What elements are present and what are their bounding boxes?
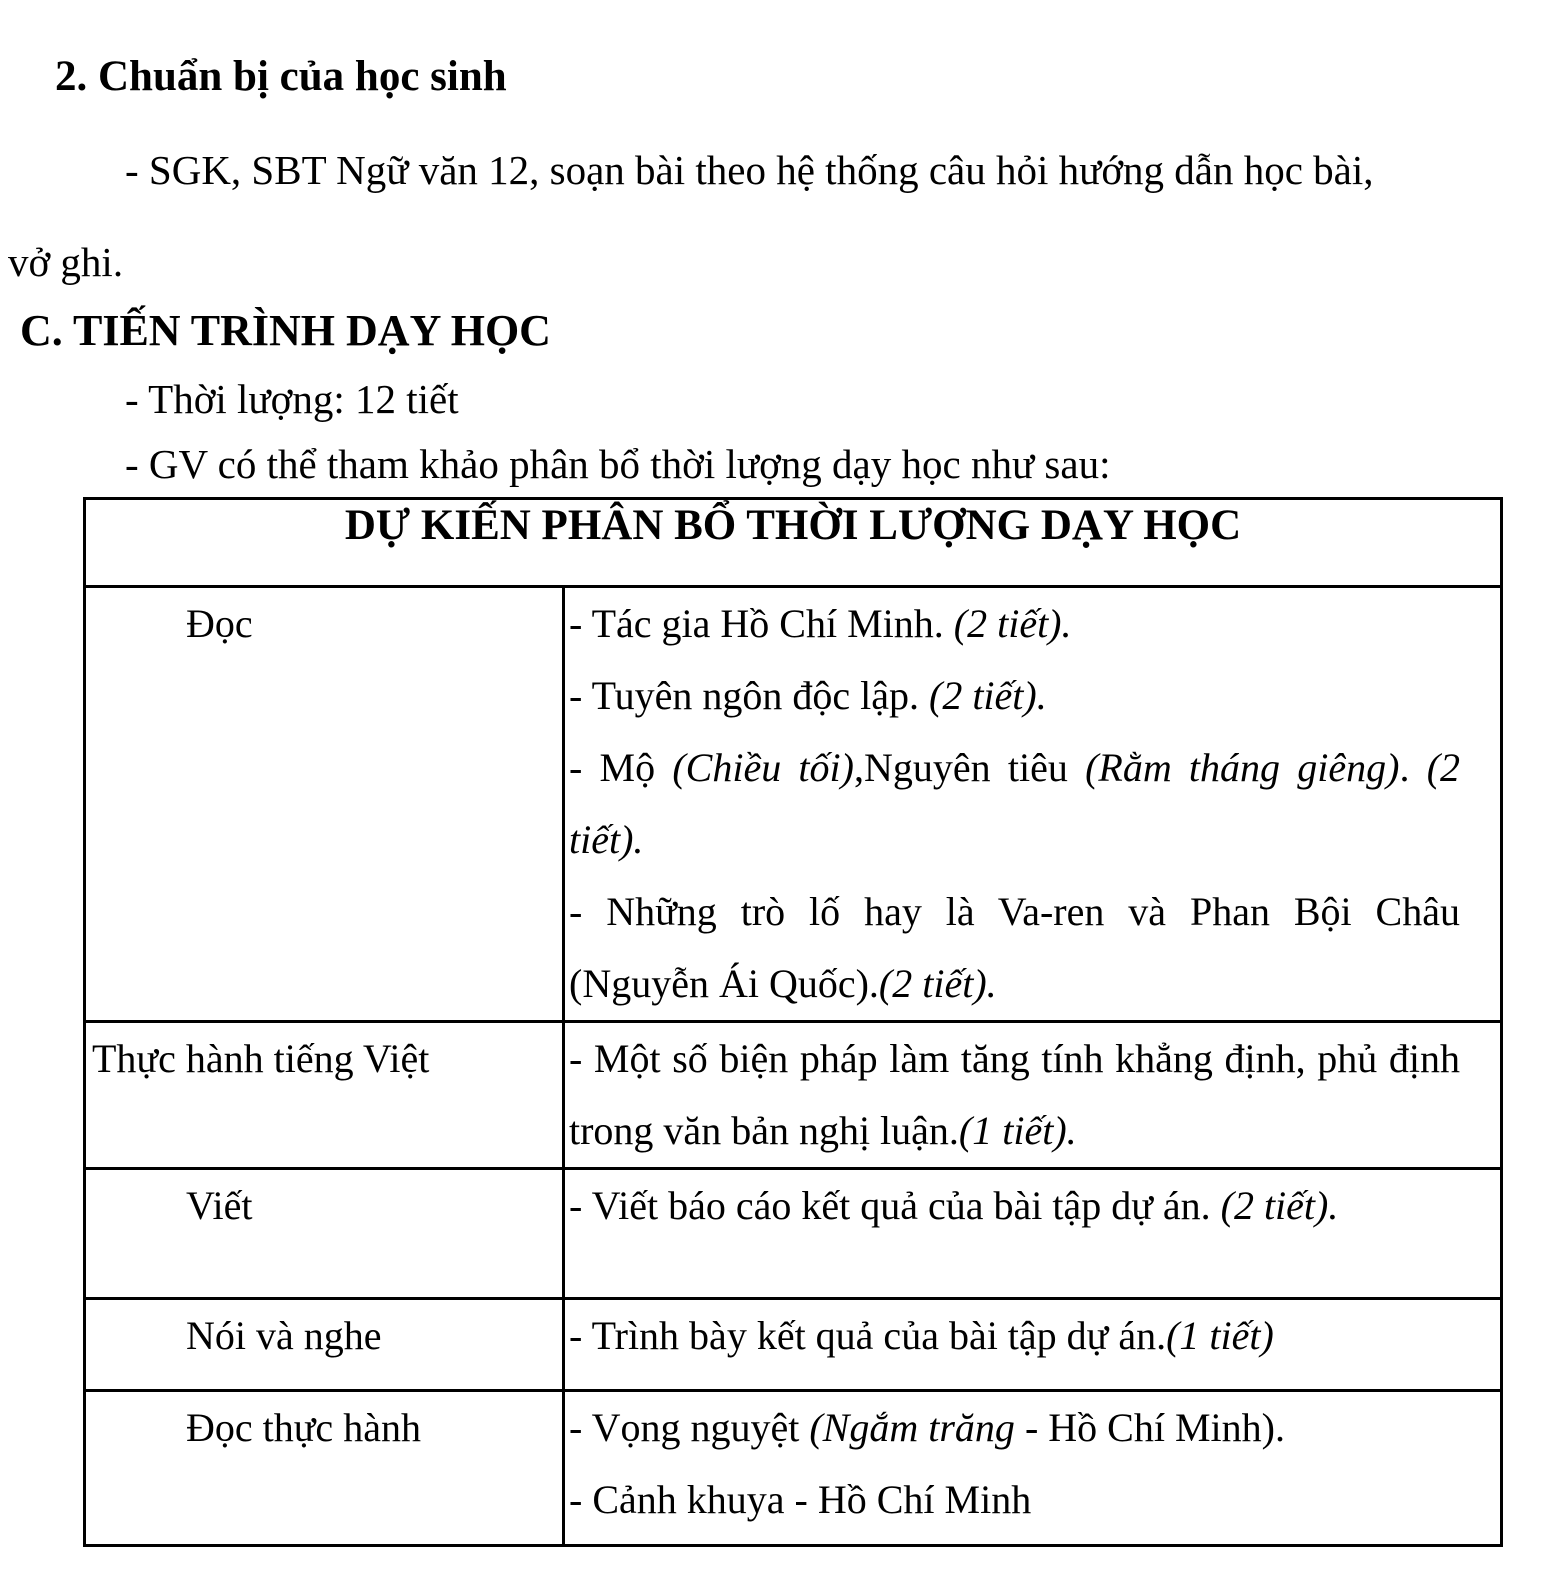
table-row-noi-va-nghe [85,1298,1502,1390]
content-line [569,1464,1460,1536]
table-header-row [85,498,1502,586]
italic-text-segment: (2 tiết). [878,960,997,1006]
table-row-thuc-hanh-tieng-viet [85,1021,1502,1168]
content-line [569,1170,1460,1242]
text-segment: - Hồ Chí Minh). [1014,1404,1285,1450]
row-label-viet [85,1168,564,1298]
row-content-noi-va-nghe [564,1298,1502,1390]
text-segment: ,Nguyên tiêu [853,744,1086,790]
italic-text-segment: (Ngắm trăng [809,1404,1015,1450]
duration-bullet: - Thời lượng: 12 tiết [125,376,459,423]
italic-text-segment: (1 tiết). [958,1107,1077,1153]
row-content-thuc-hanh-tieng-viet [564,1021,1502,1168]
text-segment: - Viết báo cáo kết quả của bài tập dự án. [569,1182,1221,1228]
text-segment: - Vọng nguyệt [569,1404,810,1450]
row-label-text: Thực hành tiếng Việt [92,1035,430,1081]
table-row-viet [85,1168,1502,1298]
content-line [569,1300,1460,1372]
reference-note-bullet: - GV có thể tham khảo phân bổ thời lượng dạy học như sau: [125,441,1111,488]
section-2-heading: 2. Chuẩn bị của học sinh [55,53,507,100]
italic-text-segment: (2 tiết). [1220,1182,1339,1228]
content-line [569,876,1460,1020]
row-label-text: Nói và nghe [186,1312,382,1358]
italic-text-segment: (Rằm tháng giêng) [1085,744,1400,790]
section-c-heading: C. TIẾN TRÌNH DẠY HỌC [20,305,551,355]
row-label-thuc-hanh-tieng-viet [85,1021,564,1168]
time-allocation-table [83,497,1503,1547]
text-segment: - Trình bày kết quả của bài tập dự án. [569,1312,1167,1358]
text-segment: - Mộ [569,744,673,790]
italic-text-segment: (2 tiết). [929,672,1047,718]
row-label-text: Đọc [186,600,253,646]
table-row-doc [85,586,1502,1021]
italic-text-segment: (1 tiết) [1166,1312,1274,1358]
row-label-text: Đọc thực hành [186,1404,421,1450]
row-label-text: Viết [186,1182,253,1228]
content-line [569,732,1460,876]
table-row-doc-thuc-hanh [85,1390,1502,1545]
text-segment: - Tác gia Hồ Chí Minh. [569,600,954,646]
content-line [569,1392,1460,1464]
content-line [569,660,1460,732]
row-content-doc [564,586,1502,1021]
italic-text-segment: (2 tiết). [953,600,1072,646]
row-label-doc-thuc-hanh [85,1390,564,1545]
row-label-noi-va-nghe [85,1298,564,1390]
content-line [569,588,1460,660]
text-segment: - Một số biện pháp làm tăng tính khẳng định, phủ định trong văn bản nghị luận. [569,1035,1460,1153]
row-content-viet [564,1168,1502,1298]
italic-text-segment: (2 tiết). [569,744,1461,862]
text-segment: - Những trò lố hay là Va-ren và Phan Bội Châu (Nguyễn Ái Quốc). [569,888,1460,1006]
row-content-doc-thuc-hanh [564,1390,1502,1545]
text-segment: - Cảnh khuya - Hồ Chí Minh [569,1476,1032,1522]
content-line [569,1023,1460,1167]
italic-text-segment: (Chiều tối) [672,744,854,790]
row-label-doc [85,586,564,1021]
text-segment: - Tuyên ngôn độc lập. [569,672,929,718]
text-segment: . [1399,744,1427,790]
table-title: DỰ KIẾN PHÂN BỔ THỜI LƯỢNG DẠY HỌC [85,498,1502,586]
student-prep-line-1: - SGK, SBT Ngữ văn 12, soạn bài theo hệ thống câu hỏi hướng dẫn học bài, [125,147,1374,194]
student-prep-line-2: vở ghi. [8,238,124,285]
